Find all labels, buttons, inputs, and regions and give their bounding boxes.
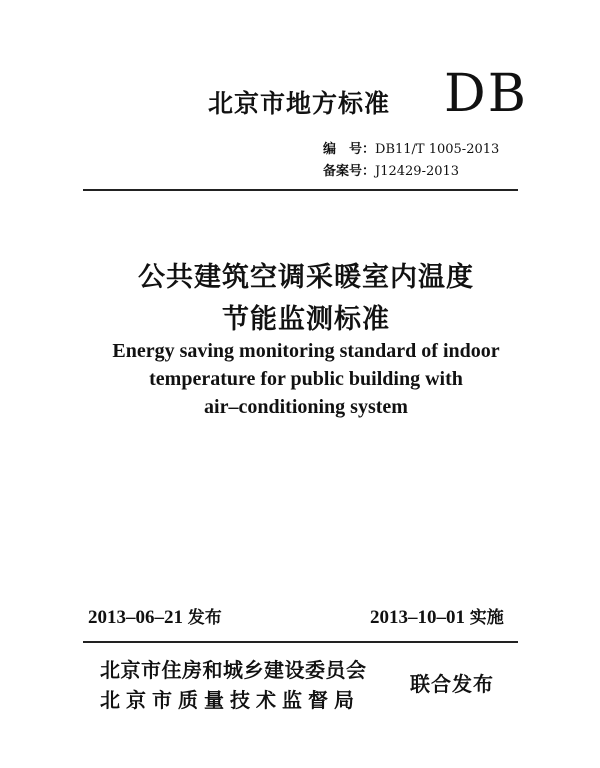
effective-date-value: 2013–10–01 <box>370 607 465 628</box>
title-en-line2: temperature for public building with <box>149 368 463 390</box>
standard-number <box>323 138 499 157</box>
db-logo: DB <box>444 64 528 124</box>
title-cn-line2: 节能监测标准 <box>222 304 390 335</box>
publish-label: 发布 <box>187 608 222 628</box>
standard-number-label: 编 号： <box>323 142 376 157</box>
title-en-line3: air–conditioning system <box>204 396 408 418</box>
publish-date <box>88 603 222 629</box>
record-number-label: 备案号： <box>323 164 376 179</box>
title-cn-line1: 公共建筑空调采暖室内温度 <box>138 262 474 293</box>
joint-issue-label: 联合发布 <box>410 672 494 696</box>
publish-date-value: 2013–06–21 <box>88 607 183 628</box>
top-divider <box>83 189 518 191</box>
issuer-line1: 北京市住房和城乡建设委员会 <box>100 658 367 682</box>
standard-type: 北京市地方标准 <box>208 89 391 118</box>
record-number-value: J12429-2013 <box>375 164 460 179</box>
title-en-line1: Energy saving monitoring standard of indoor <box>112 340 500 362</box>
issuer-line2: 北京市质量技术监督局 <box>100 688 360 712</box>
effective-label: 实施 <box>469 608 504 628</box>
bottom-divider <box>83 641 518 643</box>
effective-date <box>370 603 504 629</box>
standard-number-value: DB11/T 1005-2013 <box>375 142 500 157</box>
record-number <box>323 160 459 179</box>
